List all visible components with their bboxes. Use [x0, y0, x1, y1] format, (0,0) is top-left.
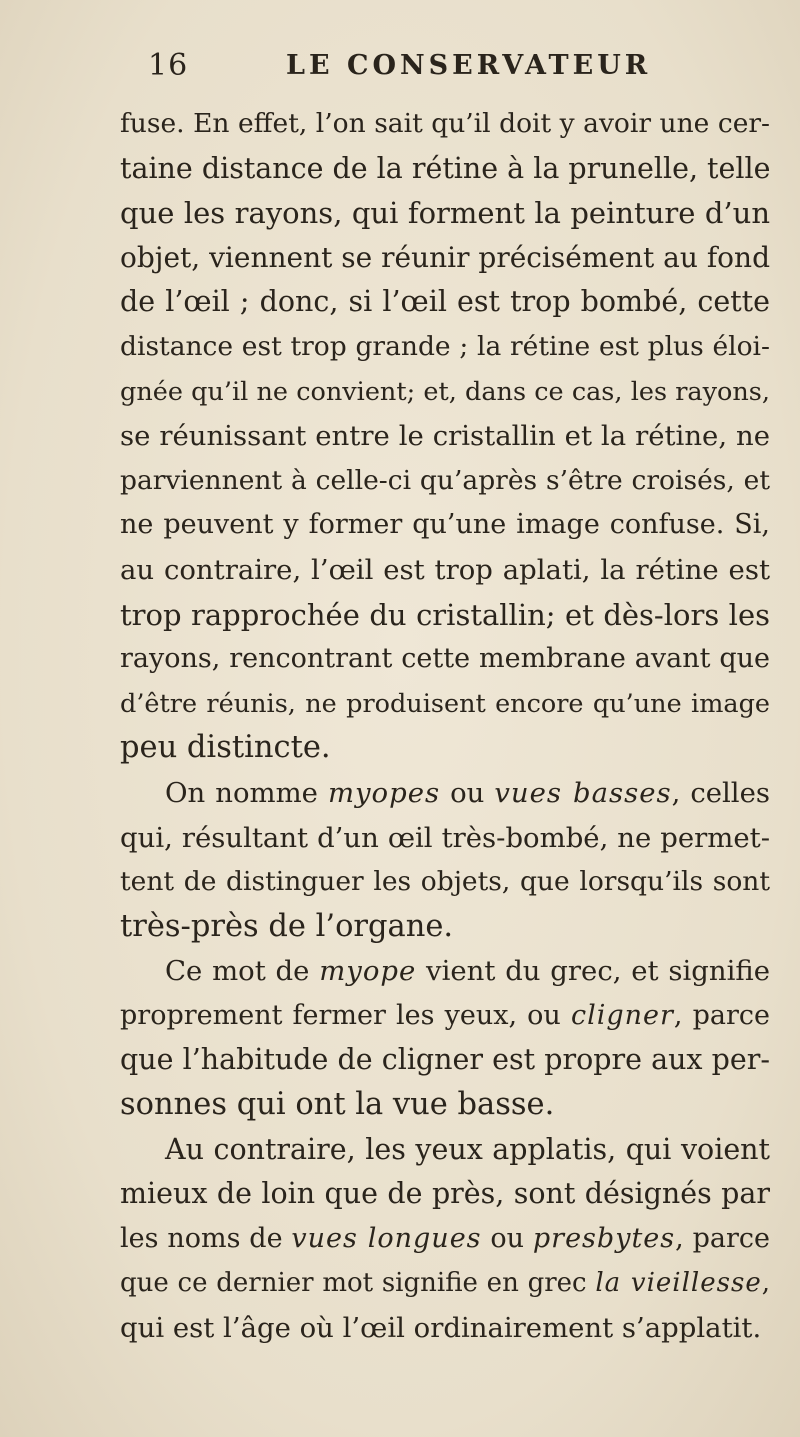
- page-header: [148, 48, 768, 88]
- text-line: ne peuvent y former qu’une image confuse. Si,: [120, 509, 770, 541]
- text-line: On nomme myopes ou vues basses, celles: [165, 776, 770, 809]
- paragraph: [120, 1128, 770, 1351]
- text-line: parviennent à celle-ci qu’après s’être croisés, et: [120, 464, 770, 496]
- italic-term: presbytes: [532, 1222, 676, 1254]
- text-line: mieux de loin que de près, sont désignés par: [120, 1177, 770, 1211]
- text-line: distance est trop grande ; la rétine est plus éloi-: [120, 330, 770, 362]
- text-line: qui, résultant d’un œil très-bombé, ne permet-: [120, 821, 770, 854]
- paragraph: [120, 949, 770, 1127]
- text-line: proprement fermer les yeux, ou cligner, parce: [120, 999, 770, 1031]
- italic-term: vues basses: [494, 776, 672, 809]
- text-line: que les rayons, qui forment la peinture d’un: [120, 196, 770, 231]
- text-line: gnée qu’il ne convient; et, dans ce cas, les rayons,: [120, 376, 770, 407]
- italic-term: myopes: [327, 776, 441, 809]
- text-line: se réunissant entre le cristallin et la rétine, ne: [120, 420, 770, 453]
- italic-term: vues longues: [291, 1222, 482, 1254]
- text-line: objet, viennent se réunir précisément au fond: [120, 240, 770, 274]
- text-line: peu distincte.: [120, 730, 331, 766]
- text-line: les noms de vues longues ou presbytes, parce: [120, 1222, 770, 1254]
- italic-term: myope: [319, 955, 417, 988]
- text-line: que l’habitude de cligner est propre aux per-: [120, 1043, 770, 1077]
- running-title: LE CONSERVATEUR: [286, 50, 652, 81]
- paragraph: [120, 102, 770, 771]
- text-line: tent de distinguer les objets, que lorsqu’ils sont: [120, 866, 770, 898]
- text-line: rayons, rencontrant cette membrane avant que: [120, 643, 770, 675]
- text-line: taine distance de la rétine à la prunelle, telle: [120, 151, 771, 185]
- text-line: sonnes qui ont la vue basse.: [120, 1087, 555, 1123]
- body-text: [120, 102, 770, 1351]
- italic-term: la vieillesse: [595, 1268, 762, 1299]
- text-line: Ce mot de myope vient du grec, et signifie: [165, 955, 770, 988]
- text-line: Au contraire, les yeux applatis, qui voient: [165, 1132, 770, 1166]
- text-line: que ce dernier mot signifie en grec la vieillesse,: [120, 1268, 770, 1299]
- text-line: d’être réunis, ne produisent encore qu’une image: [120, 688, 770, 719]
- paragraph: [120, 771, 770, 949]
- italic-term: cligner: [570, 999, 674, 1031]
- text-line: qui est l’âge où l’œil ordinairement s’applatit.: [120, 1312, 762, 1345]
- text-line: fuse. En effet, l’on sait qu’il doit y avoir une cer-: [120, 108, 770, 139]
- text-line: trop rapprochée du cristallin; et dès-lors les: [120, 597, 770, 632]
- text-line: très-près de l’organe.: [120, 908, 454, 944]
- text-line: au contraire, l’œil est trop aplati, la rétine est: [120, 553, 770, 586]
- text-line: de l’œil ; donc, si l’œil est trop bombé, cette: [120, 285, 770, 319]
- page-number: 16: [148, 48, 189, 83]
